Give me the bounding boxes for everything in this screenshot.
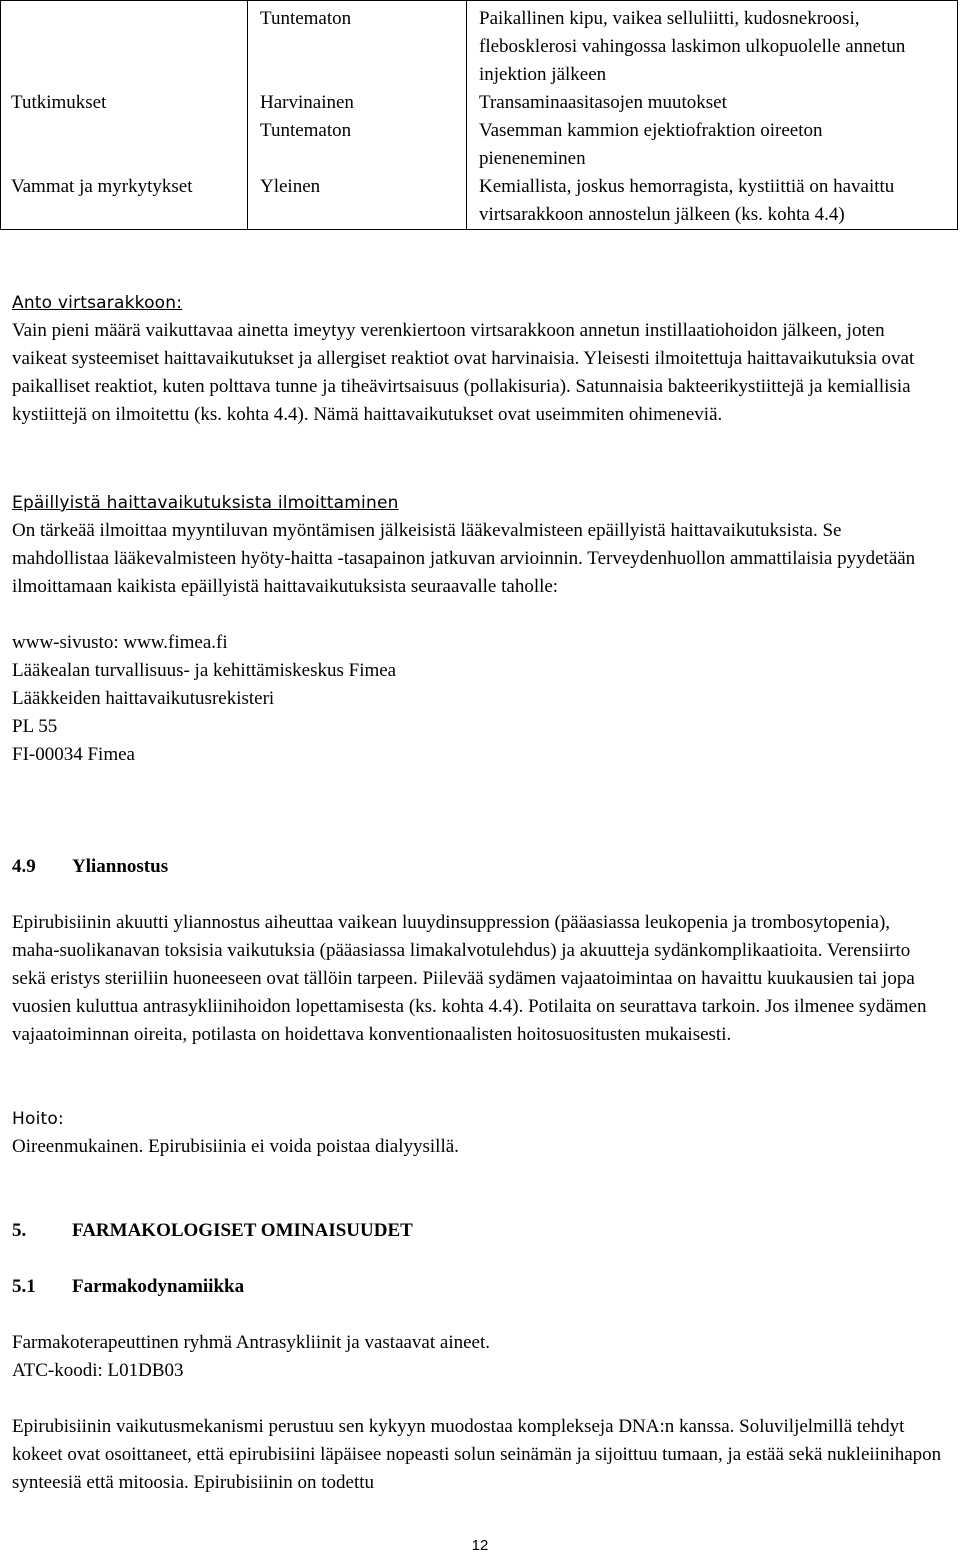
mechanism-text: Epirubisiinin vaikutusmekanismi perustuu sen kykyyn muodostaa komplekseja DNA:n kanssa. Soluviljelmillä tehdyt kokeet ovat osoittaneet, että epirubisiini läpäisee nopeasti solun seinämän ja sijoittuu tumaan, ja estää sekä nukleiinihapon synteesiä että mitoosia. Epirubisiinin on todettu [12, 1416, 942, 1493]
effect-text: Vasemman kammion ejektiofraktion oireeton pieneneminen [479, 120, 823, 169]
effect-cell [467, 1, 958, 90]
organ-cell [1, 1, 248, 90]
bladder-section [12, 289, 942, 429]
frequency-cell: Harvinainen [248, 89, 467, 117]
pharmacotherapeutic-block [12, 1329, 942, 1385]
table-row [1, 117, 958, 173]
reporting-text: On tärkeää ilmoittaa myyntiluvan myöntämisen jälkeisistä lääkevalmisteen epäillyistä haittavaikutuksista. Se mahdollistaa lääkevalmisteen hyöty-haitta -tasapainon jatkuvan arvioinnin. Terveydenhuollon ammattilaisia pyydetään ilmoittamaan kaikista epäillyistä haittavaikutuksista seuraavalle taholle: [12, 520, 916, 597]
section-number: 5.1 [12, 1276, 36, 1297]
section-heading-5-1 [12, 1273, 942, 1301]
section-heading-4-9 [12, 853, 942, 881]
atc-code: ATC-koodi: L01DB03 [12, 1360, 184, 1381]
effect-cell [467, 117, 958, 173]
table-row [1, 173, 958, 230]
section-title: FARMAKOLOGISET OMINAISUUDET [72, 1220, 413, 1241]
effect-cell [467, 173, 958, 230]
table-row [1, 1, 958, 90]
frequency-cell: Tuntematon [248, 117, 467, 173]
frequency-cell: Tuntematon [248, 1, 467, 90]
address-line: Lääkkeiden haittavaikutusrekisteri [12, 688, 275, 709]
organ-cell: Vammat ja myrkytykset [1, 173, 248, 230]
table-row [1, 89, 958, 117]
treatment-heading: Hoito: [12, 1109, 64, 1129]
section-heading-5 [12, 1217, 942, 1245]
reporting-section [12, 489, 942, 769]
section-title: Farmakodynamiikka [72, 1276, 245, 1297]
address-line: PL 55 [12, 716, 58, 737]
pharmacotherapeutic-group: Farmakoterapeuttinen ryhmä Antrasykliinit ja vastaavat aineet. [12, 1332, 491, 1353]
adverse-effects-table [0, 0, 958, 230]
bladder-heading: Anto virtsarakkoon: [12, 293, 183, 313]
page-number: 12 [471, 1537, 489, 1554]
treatment-section [12, 1105, 942, 1161]
effect-cell [467, 89, 958, 117]
effect-text: Paikallinen kipu, vaikea selluliitti, kudosnekroosi, flebosklerosi vahingossa laskimon ulkopuolelle annetun injektion jälkeen [479, 8, 906, 85]
section-number: 5. [12, 1220, 27, 1241]
section-number: 4.9 [12, 856, 36, 877]
bladder-text: Vain pieni määrä vaikuttavaa ainetta imeytyy verenkiertoon virtsarakkoon annetun instillaatiohoidon jälkeen, joten vaikeat systeemiset haittavaikutukset ja allergiset reaktiot ovat harvinaisia. Yleisesti ilmoitettuja haittavaikutuksia ovat paikalliset reaktiot, kuten polttava tunne ja tiheävirtsaisuus (pollakisuria). Satunnaisia bakteerikystiittejä ja kemiallisia kystiittejä on ilmoitettu (ks. kohta 4.4). Nämä haittavaikutukset ovat useimmiten ohimeneviä. [12, 320, 915, 425]
overdose-text: Epirubisiinin akuutti yliannostus aiheuttaa vaikean luuydinsuppression (pääasiassa leukopenia ja trombosytopenia), maha-suolikanavan toksisia vaikutuksia (pääasiassa limakalvotulehdus) ja akuutteja sydänkomplikaatioita. Verensiirto sekä eristys steriiliin huoneeseen ovat tällöin tarpeen. Piilevää sydämen vajaatoimintaa on havaittu kuukausien tai jopa vuosien kuluttua antrasykliinihoidon lopettamisesta (ks. kohta 4.4). Potilaita on seurattava tarkoin. Jos ilmenee sydämen vajaatoiminnan oireita, potilasta on hoidettava konventionaalisten hoitosuositusten mukaisesti. [12, 912, 927, 1045]
reporting-heading: Epäillyistä haittavaikutuksista ilmoittaminen [12, 493, 399, 513]
address-line: Lääkealan turvallisuus- ja kehittämiskeskus Fimea [12, 660, 397, 681]
effect-text: Kemiallista, joskus hemorragista, kystiittiä on havaittu virtsarakkoon annostelun jälkeen (ks. kohta 4.4) [479, 176, 895, 225]
organ-cell [1, 117, 248, 173]
effect-text: Transaminaasitasojen muutokset [479, 92, 727, 113]
treatment-text: Oireenmukainen. Epirubisiinia ei voida poistaa dialyysillä. [12, 1136, 459, 1157]
address-line: FI-00034 Fimea [12, 744, 135, 765]
address-line: www-sivusto: www.fimea.fi [12, 632, 228, 653]
frequency-cell: Yleinen [248, 173, 467, 230]
organ-cell: Tutkimukset [1, 89, 248, 117]
section-title: Yliannostus [72, 856, 169, 877]
